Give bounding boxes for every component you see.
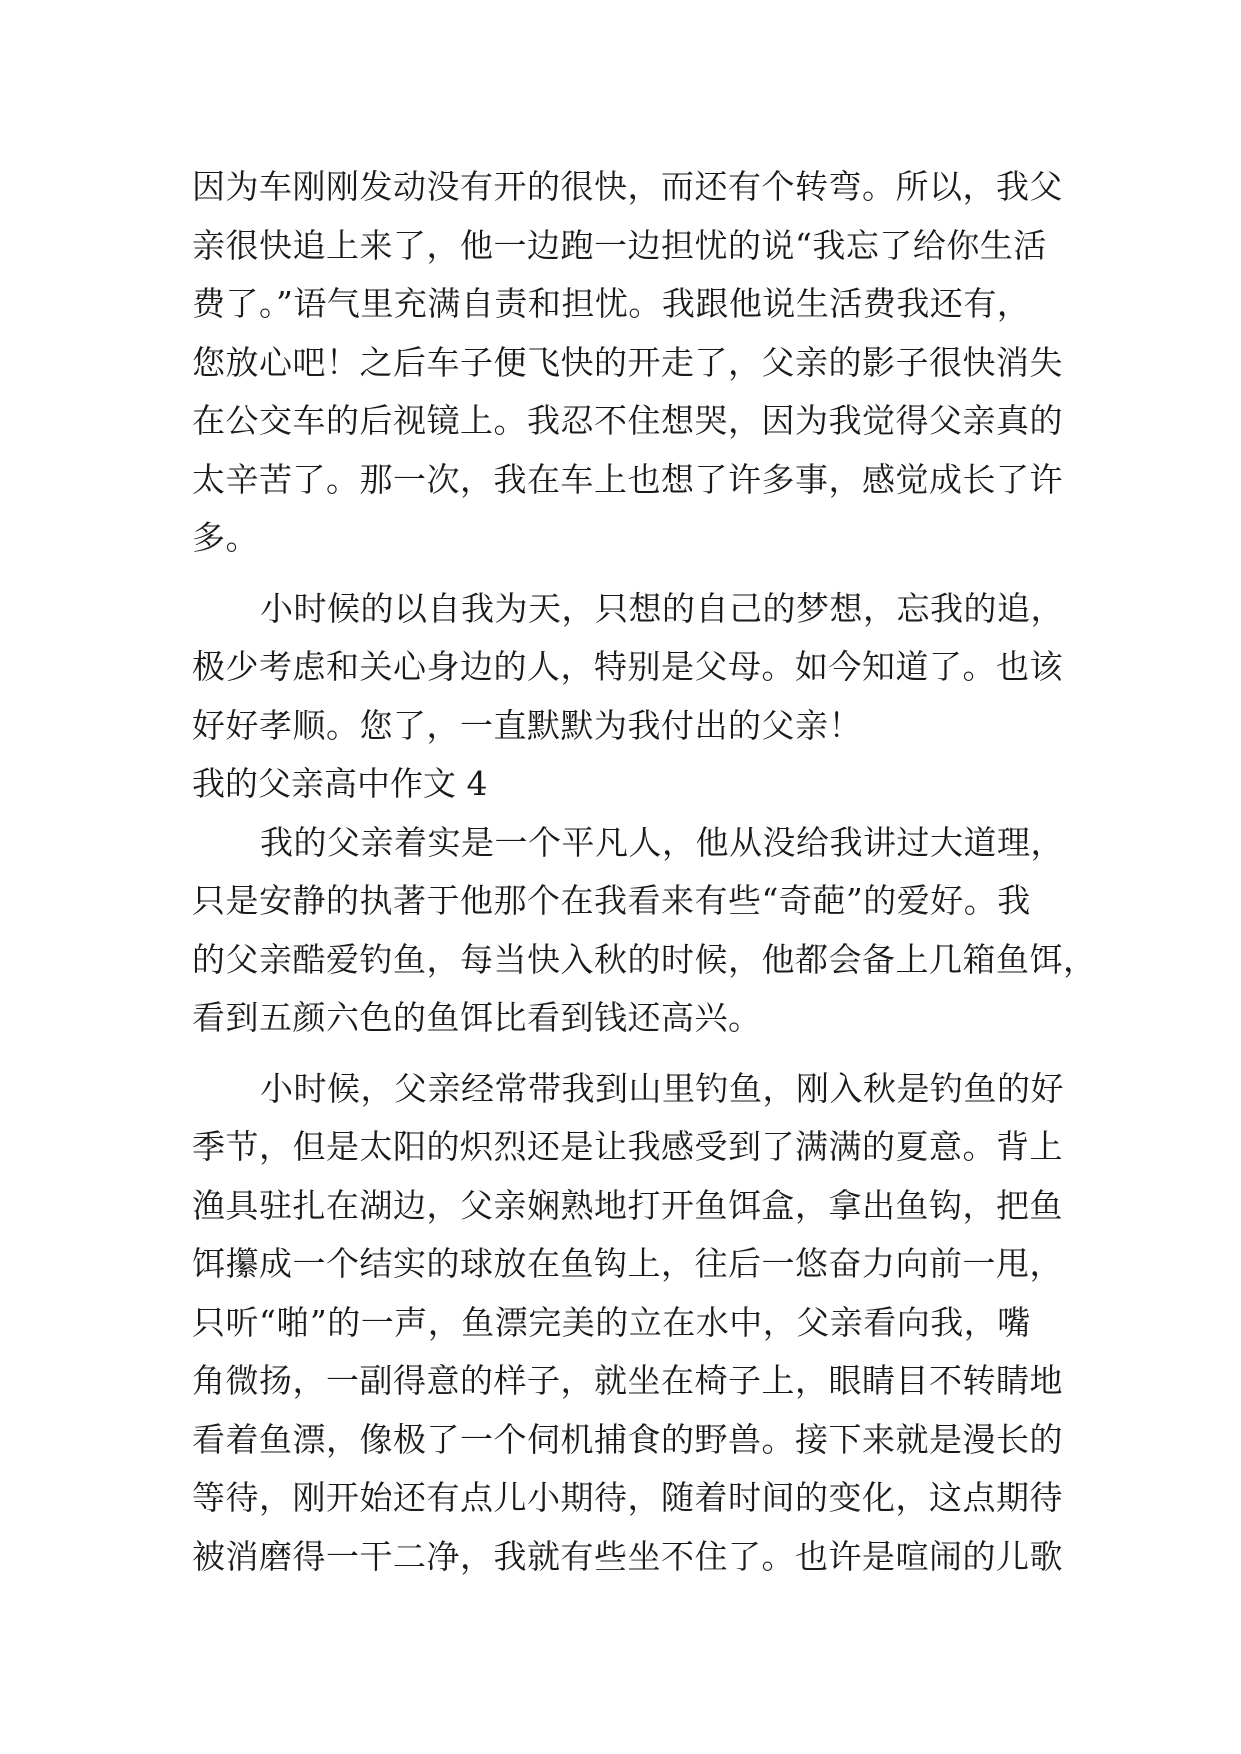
text-line: 费了。”语气里充满自责和担忧。我跟他说生活费我还有， [192,284,1031,323]
text-line: 看到五颜六色的鱼饵比看到钱还高兴。 [192,998,762,1037]
text-line: 的父亲酷爱钓鱼，每当快入秋的时候，他都会备上几箱鱼饵， [192,939,1097,979]
text-line: 季节，但是太阳的炽烈还是让我感受到了满满的夏意。背上 [192,1127,1063,1166]
paragraph [192,814,1097,1048]
section-heading: 我的父亲高中作文 4 [192,764,488,803]
text-line: 我的父亲着实是一个平凡人，他从没给我讲过大道理， [260,822,1064,862]
text-line: 饵攥成一个结实的球放在鱼钩上，往后一悠奋力向前一甩， [192,1244,1063,1283]
text-line: 小时候的以自我为天，只想的自己的梦想，忘我的追， [260,588,1064,628]
paragraph [192,580,1064,756]
text-line: 看着鱼漂，像极了一个伺机捕食的野兽。接下来就是漫长的 [192,1419,1063,1459]
text-line: 在公交车的后视镜上。我忍不住想哭，因为我觉得父亲真的 [192,401,1063,440]
paragraph [192,1060,1064,1587]
text-line: 亲很快追上来了，他一边跑一边担忧的说“我忘了给你生活 [192,225,1047,265]
text-line: 小时候，父亲经常带我到山里钓鱼，刚入秋是钓鱼的好 [260,1068,1064,1108]
text-line: 被消磨得一干二净，我就有些坐不住了。也许是喧闹的儿歌 [192,1536,1063,1576]
paragraph [192,158,1063,568]
text-line: 渔具驻扎在湖边，父亲娴熟地打开鱼饵盒，拿出鱼钩，把鱼 [192,1185,1063,1225]
text-line: 极少考虑和关心身边的人，特别是父母。如今知道了。也该 [192,647,1063,686]
text-line: 因为车刚刚发动没有开的很快，而还有个转弯。所以，我父 [192,167,1063,206]
text-line: 太辛苦了。那一次，我在车上也想了许多事，感觉成长了许 [192,459,1063,499]
text-line: 多。 [192,518,259,557]
document-page [192,158,1097,1586]
text-line: 您放心吧！之后车子便飞快的开走了，父亲的影子很快消失 [192,342,1063,382]
text-line: 好好孝顺。您了，一直默默为我付出的父亲！ [192,705,862,745]
text-line: 只是安静的执著于他那个在我看来有些“奇葩”的爱好。我 [192,881,1031,920]
text-line: 只听“啪”的一声，鱼漂完美的立在水中，父亲看向我，嘴 [192,1302,1031,1342]
text-line: 等待，刚开始还有点儿小期待，随着时间的变化，这点期待 [192,1478,1063,1517]
text-line: 角微扬，一副得意的样子，就坐在椅子上，眼睛目不转睛地 [192,1361,1063,1400]
